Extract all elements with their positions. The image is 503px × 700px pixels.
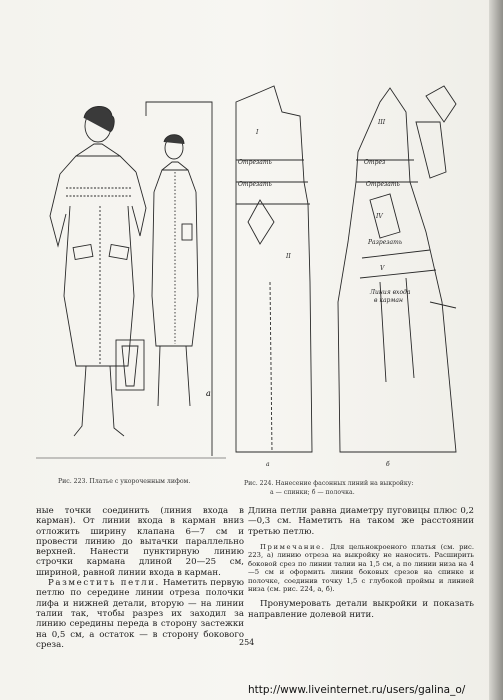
- figure-223-caption: Рис. 223. Платье с укороченным лифом.: [58, 478, 191, 485]
- pattern-label-razrez: Разрезать: [368, 239, 403, 246]
- left-para-2-body: Наметить первую петлю по середине линии отреза полочки лифа и нижней детали, вторую — на линии талии так, чтобы разрез их заходил за линию середины переда в сторону застежки на 0,5 см, а остаток — в сторону бокового среза.: [36, 578, 245, 650]
- pattern-label-ii: II: [286, 253, 291, 260]
- pattern-label-otrez1: Отрезать: [238, 159, 272, 166]
- left-para-1: ные точки соединить (линия входа в карман). От линии входа в карман вниз отложить ширину клапана 6—7 см и провести линию до вытачки параллельно верхней. Нанести пунктирную линию строчки кармана длиной 20—25 см, шириной, равной линии входа в карман.: [36, 506, 244, 578]
- right-para-3: Пронумеровать детали выкройки и показать направление долевой нити.: [248, 599, 474, 620]
- pattern-label-karman: в карман: [374, 297, 403, 304]
- pattern-draft-diagram: [230, 82, 475, 474]
- figure-224-caption: Рис. 224. Нанесение фасонных линий на выкройку:: [244, 480, 414, 487]
- pattern-label-otrez3: Отрез: [364, 159, 386, 166]
- pattern-label-iii: III: [378, 119, 386, 126]
- pattern-label-iv: IV: [376, 213, 383, 220]
- page-number: 254: [239, 638, 255, 647]
- pattern-label-liniya: Линия входа: [370, 289, 411, 296]
- watermark-url: http://www.liveinternet.ru/users/galina_o/: [248, 684, 466, 696]
- right-note: [248, 543, 474, 593]
- right-note-lead: Примечание.: [260, 542, 326, 551]
- figure-224-subcaption: а — спинки; б — полочка.: [270, 489, 355, 496]
- left-text-column: [36, 506, 244, 650]
- label-a: а: [206, 389, 211, 398]
- pattern-label-otrez2: Отрезать: [238, 181, 272, 188]
- book-spine-shadow: [489, 0, 503, 700]
- left-para-2: [36, 578, 244, 650]
- right-para-1: Длина петли равна диаметру пуговицы плюс 0,2—0,3 см. Наметить на таком же расстоянии третью петлю.: [248, 506, 474, 537]
- pattern-label-i: I: [256, 129, 259, 136]
- dress-sketch-illustration: [36, 96, 226, 471]
- pattern-label-v: V: [380, 265, 385, 272]
- right-note-body: Для цельнокроеного платья (см. рис. 223, а) линию отреза на выкройку не наносить. Расширить боковой срез по линии талии на 1,5 см, а по линии низа на 4—5 см и оформить линии боковых срезов на спинке и полочке, соединив точку 1,5 с глубокой проймы и линией низа (см. рис. 224, а, б).: [248, 542, 474, 593]
- pattern-label-b: б: [386, 461, 390, 468]
- pattern-label-a: а: [266, 461, 270, 468]
- pattern-label-otrez4: Отрезать: [366, 181, 400, 188]
- right-text-column: [248, 506, 474, 620]
- left-para-2-lead: Разместить петли.: [48, 578, 160, 589]
